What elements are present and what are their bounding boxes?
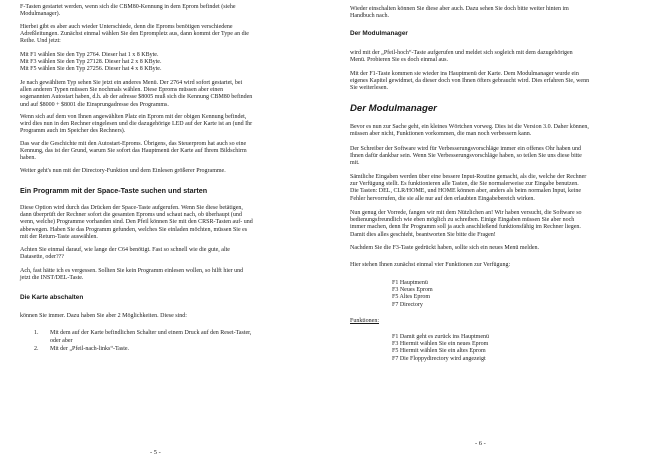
text-line: Fehler hervorrufen, die sie alle nur auf den erlaubten Eingabebereich wirken.: [350, 195, 535, 202]
text-line: Sie weiterlesen.: [350, 85, 388, 92]
text-line: Achten Sie einmal darauf, wie lange der C64 benötigt. Fast so schnell wie die gute, alte: [20, 247, 230, 253]
text-line: Diese Option wird durch das Drücken der Space-Taste aufgerufen. Wenn Sie diese betätigen,: [20, 205, 243, 211]
text-line: Mit F3 wählen Sie den Typ 27128. Dieser hat 2 x 8 KByte.: [20, 59, 162, 66]
text-line: Hier stehen Ihnen zunächst einmal vier Funktionen zur Verfügung:: [350, 262, 511, 268]
text-line: Die Tasten: DEL, CLR/HOME, und HOME können aber, anders als beim normalen Input, keine: [350, 188, 582, 195]
text-line: Modulmanager).: [20, 11, 61, 18]
text-line: abbewegen. Haben Sie das Programm gefunden, welches Sie einladen möchten, müssen Sie es: [20, 226, 248, 233]
text-line: dann überprüft der Rechner sofort die gesamten Eproms und schaut nach, ob überhaupt (und: [20, 212, 242, 219]
list-item: Mit dem auf der Karte befindlichen Schalter und einem Druck auf den Reset-Taster,: [50, 330, 252, 336]
text-line: wird dies nun in den Rechner eingelesen und die dazugehörige LED auf der Karte ist an (und Ihr: [20, 121, 253, 128]
text-line: Bevor es nun zur Sache geht, ein kleines Wörtchen vorweg. Dies ist die Version 3.0. Daher können,: [350, 124, 589, 130]
text-line: Programm auch im Speicher des Rechners).: [20, 128, 126, 135]
text-line: Damit dies alles geschieht, beantworten Sie bitte die Fragen!: [350, 231, 496, 238]
text-line: F3 Hiermit wählen Sie ein neues Eprom: [392, 341, 489, 348]
text-line: wenn, welche) Programme vorhanden sind. Den Pfeil können Sie mit den CRSR-Tasten auf- und: [20, 219, 253, 226]
text-line: Ach, fast hätte ich es vergessen. Sollten Sie kein Programm einlesen wollen, so hilft hier und: [20, 268, 244, 274]
text-line: Funktionen:: [350, 318, 380, 324]
text-line: Wenn sich auf dem von Ihnen angewählten Platz ein Eprom mit der obigen Kennung befindet,: [20, 114, 247, 120]
section-heading: Die Karte abschalten: [20, 294, 84, 301]
text-line: F7 Die Floppydirectory wird angezeigt: [392, 355, 486, 362]
text-line: Menü. Probieren Sie es doch einmal aus.: [350, 57, 448, 64]
text-line: sogenannten Autostart haben, d.h. ab der adresse $8005 muß sich die Kennung CBM80 befinden: [20, 94, 253, 101]
text-line: Nachdem Sie die F3-Taste gedrückt haben, sollte sich ein neues Menü melden.: [350, 245, 540, 251]
list-number: 2.: [34, 345, 39, 352]
text-line: Wieder einschalten können Sie diese aber auch. Dazu sehen Sie doch bitte weiter hinten im: [350, 6, 569, 12]
text-line: F5 Hiermit wählen Sie ein altes Eprom: [392, 348, 486, 355]
text-line: Handbuch nach.: [350, 13, 389, 20]
text-line: mit der Return-Taste auswählen.: [20, 233, 98, 240]
text-line: Adreßleitungen. Zunächst einmal wählen Sie den Eprompletz aus, dann kommt der Type an die: [20, 31, 249, 38]
text-line: Das war die Geschichte mit den Autostart-Eproms. Übrigens, das Steuerprom hat auch so eine: [20, 141, 247, 147]
text-line: Datasette, oder???: [20, 254, 64, 261]
list-item: Mit der „Pfeil-nach-links“-Taste.: [50, 345, 130, 352]
text-line: bedienungsfreundlich wie eben möglich zu schreiben. Einige Eingaben müssen Sie aber noch: [350, 217, 575, 224]
text-line: jetzt die INST/DEL-Taste.: [20, 275, 84, 282]
text-line: F5 Altes Eprom: [392, 294, 431, 301]
text-line: Weiter geht's nun mit der Directory-Funktion und dem Einlesen größerer Programme.: [20, 168, 226, 174]
text-line: Kennung, das ist der Grund, warum Sie sofort das Hauptmenü der Karte auf Ihrem Bildschirm: [20, 148, 247, 155]
text-line: F1 Damit geht es zurück ins Hauptmenü: [392, 334, 489, 340]
text-line: müssen aber nicht, Funktionen vorkommen, die man noch verbessern kann.: [350, 131, 532, 138]
text-line: F-Tasten gestartet werden, wenn sich die CBM80-Kennung in dem Eprom befindet (siehe: [20, 4, 236, 10]
text-line: Mit der F1-Taste kommen sie wieder ins Hauptmenü der Karte. Dem Modulmanager wurde ein: [350, 71, 579, 77]
page-number-left: - 5 -: [150, 449, 161, 456]
text-line: allen anderen Typen müssen Sie nochmals wählen. Diese Eproms müssen aber einen: [20, 87, 224, 94]
text-line: Je nach gewähltem Typ sehen Sie jetzt ein anderes Menü. Der 2764 wird sofort gestartet, bei: [20, 80, 243, 86]
text-line: Mit F5 wählen Sie den Typ 27256. Dieser hat 4 x 8 KByte.: [20, 66, 162, 73]
list-number: 1.: [34, 330, 39, 336]
text-line: Ihnen dafür dankbar sein. Wenn Sie Verbesserungsvorschläge haben, so teilen Sie uns diese bitte: [350, 153, 582, 160]
text-line: Sämtliche Eingaben werden über eine bessere Input-Routine gemacht, als die, welche der Rechner: [350, 174, 587, 180]
text-line: Der Schreiber der Software wird für Verbesserungsvorschläge immer ein offenes Ohr haben und: [350, 146, 582, 152]
section-heading: Der Modulmanager: [350, 103, 437, 114]
text-line: eigenes Kapitel gewidmet, da dieser doch von Ihnen öfters gebraucht wird. Dies erfahren Sie, wenn: [350, 78, 590, 85]
text-line: F7 Directory: [392, 301, 423, 308]
text-line: Nun genug der Vorrede, fangen wir mit dem Nützlichen an! Wir haben versucht, die Software so: [350, 210, 582, 216]
page-number-right: - 6 -: [475, 440, 486, 447]
text-line: wird mit der „Pfeil-hoch“-Taste aufgerufen und meldet sich sogleich mit dem dazugehörigen: [350, 50, 573, 56]
text-line: immer machen, denn Ihr Programm soll ja auch anschließend funktionsfähig im Rechner liegen.: [350, 224, 581, 231]
list-item: oder aber: [50, 337, 73, 344]
text-line: Mit F1 wählen Sie den Typ 2764. Dieser hat 1 x 8 KByte.: [20, 52, 159, 58]
text-line: mit.: [350, 160, 360, 167]
text-line: zur Verfügung stellt. Es funktionieren alle Tasten, die Sie normalerweise zur Eingabe benutzen.: [350, 181, 579, 188]
text-line: F3 Neues Eprom: [392, 287, 433, 294]
text-line: und auf $8000 + $8001 die Einsprungadresse des Programms.: [20, 101, 169, 108]
text-line: F1 Hauptmenü: [392, 280, 428, 286]
text-line: Hierbei gibt es aber auch wieder Unterschiede, denn die Eproms benötigen verschiedene: [20, 24, 233, 30]
section-heading: Ein Programm mit der Space-Taste suchen und starten: [20, 186, 208, 195]
text-line: Reihe. Und jetzt:: [20, 38, 61, 45]
text-line: haben.: [20, 155, 36, 162]
text-line: können Sie immer. Dazu haben Sie aber 2 Möglichkeiten. Diese sind:: [20, 313, 187, 319]
section-heading: Der Modulmanager: [350, 30, 408, 37]
